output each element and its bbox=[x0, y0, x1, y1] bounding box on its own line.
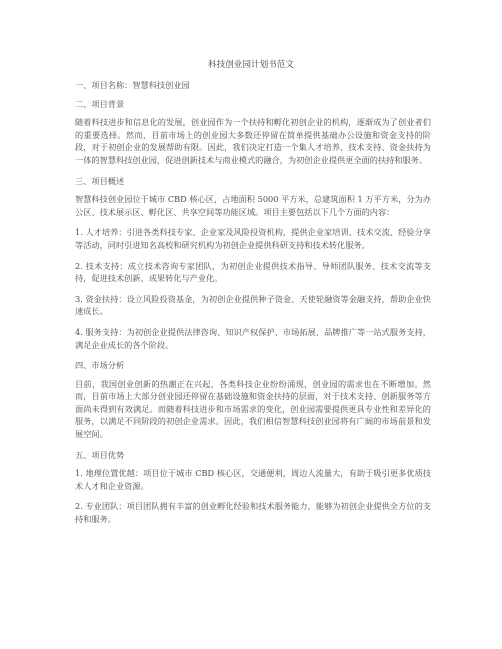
list-item-services: 4. 服务支持：为初创企业提供法律咨询、知识产权保护、市场拓展、品牌推广等一站式服务支持，满足企业成长的各个阶段。 bbox=[75, 326, 431, 350]
section-heading-advantages: 五、项目优势 bbox=[75, 449, 125, 460]
document-title: 科技创业园计划书范文 bbox=[208, 60, 294, 70]
paragraph-overview: 智慧科技创业园位于城市 CBD 核心区，占地面积 5000 平方米，总建筑面积 1 万平方米，分为办公区、技术展示区、孵化区、共享空间等功能区域。项目主要包括以下几个方面的内容： bbox=[75, 194, 431, 217]
paragraph-market: 目前，我国创业创新的热潮正在兴起，各类科技企业纷纷涌现，创业园的需求也在不断增加。然而，目前市场上大部分创业园还停留在基础设施和资金扶持的层面，对于技术支持、创新服务等方面尚未得到有效满足。而随着科技进步和市场需求的变化，创业园需要提供更具专业性和差异化的服务，以满足不同阶段的初创企业需求。因此，我们相信智慧科技创业园将有广阔的市场前景和发展空间。 bbox=[75, 378, 431, 440]
section-heading-background: 二、项目背景 bbox=[75, 98, 125, 109]
list-item-tech-support: 2. 技术支持：成立技术咨询专家团队，为初创企业提供技术指导、导师团队服务、技术交流等支持，促进技术创新、成果转化与产业化。 bbox=[75, 260, 431, 284]
list-item-funding: 3. 资金扶持：设立风险投资基金，为初创企业提供种子资金、天使轮融资等金融支持，帮助企业快速成长。 bbox=[75, 293, 431, 317]
paragraph-background: 随着科技进步和信息化的发展，创业园作为一个扶持和孵化初创企业的机构，逐渐成为了创业者们的重要选择。然而，目前市场上的创业园大多数还停留在简单提供基础办公设施和资金支持的阶段，对于初创企业的发展帮助有限。因此，我们决定打造一个集人才培养、技术支持、资金扶持为一体的智慧科技创业园，促进创新技术与商业模式的融合，为初创企业提供更全面的扶持和服务。 bbox=[75, 117, 431, 165]
list-item-talent: 1. 人才培养：引进各类科技专家、企业家及风险投资机构，提供企业家培训、技术交流、经验分享等活动，同时引进知名高校和研究机构为初创企业提供科研支持和技术转化服务。 bbox=[75, 227, 431, 250]
section-heading-market: 四、市场分析 bbox=[75, 360, 125, 371]
document-body bbox=[75, 79, 431, 534]
list-item-location: 1. 地理位置优越：项目位于城市 CBD 核心区，交通便利，周边人流量大，有助于吸引更多优质技术人才和企业资源。 bbox=[75, 468, 431, 491]
list-item-team: 2. 专业团队：项目团队拥有丰富的创业孵化经验和技术服务能力，能够为初创企业提供全方位的支持和服务。 bbox=[75, 501, 431, 525]
section-heading-overview: 三、项目概述 bbox=[75, 175, 125, 186]
section-heading-project-name: 一、项目名称：智慧科技创业园 bbox=[75, 80, 190, 90]
